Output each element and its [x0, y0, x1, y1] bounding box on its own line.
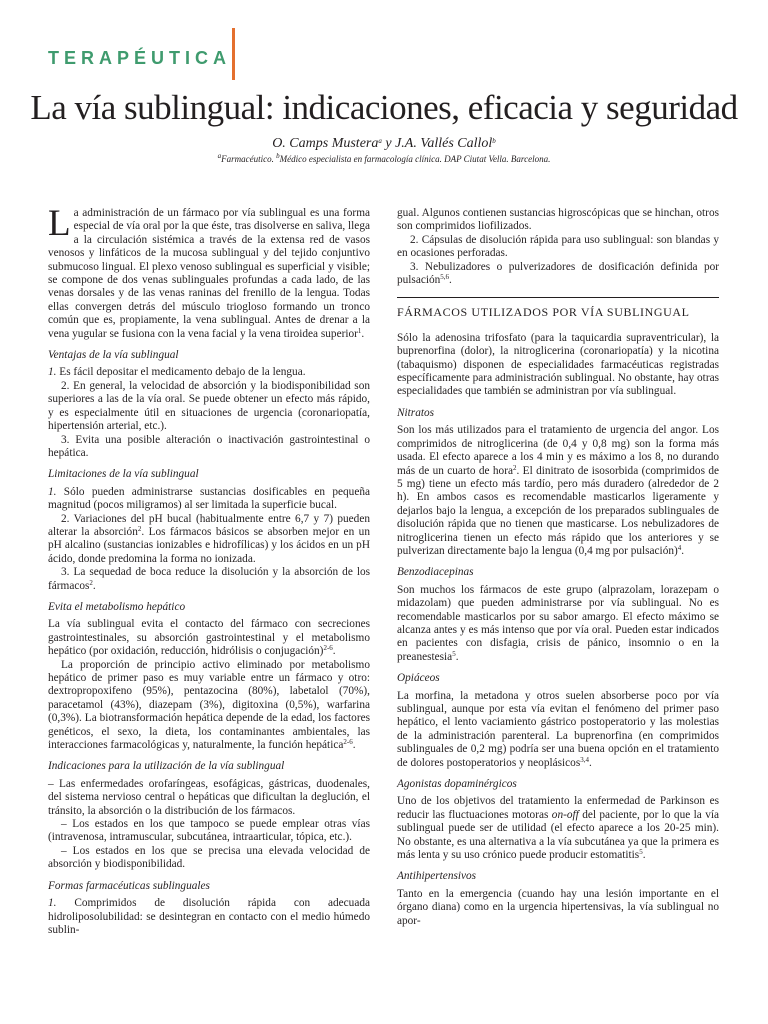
section-heading-farmacos: FÁRMACOS UTILIZADOS POR VÍA SUBLINGUAL: [397, 297, 719, 319]
intro-paragraph: La administración de un fármaco por vía sublingual es una forma especial de vía oral por la que éste, tras disolverse en saliva, llega a la circulación sistémica a través de la extensa red de vasos venosos y linfáticos de la mucosa sublingual y del tejido conjuntivo submucoso lingual. El plexo venoso sublingual es superficial y visible; se compone de dos venas sublinguales profundas a cada lado, de las venas dorsales y de las venas raninas del frenillo de la lengua. Todas ellas convergen detrás del músculo triogloso formando un tronco común que es, propiamente, la vena sublingual. Antes de drenar a la vena yugular se fusiona con la vena facial y la vena tiroidea superior$^1$.: [48, 203, 370, 340]
paragraph: La proporción de principio activo eliminado por metabolismo hepático de primer paso es muy variable entre un fármaco y otro: dextropropoxifeno (95%), pentazocina (80%), labetalol (70%), paracetamol (43%), diazepam (3%), digitoxina (0,5%), warfarina (0,3%). La biotransformación hepática depende de la edad, los factores genéticos, el sexo, la dieta, los contaminantes ambientales, las interacciones farmacológicas y, naturalmente, la función hepática$^{2-6}$.: [48, 658, 370, 752]
list-item: – Los estados en los que se precisa una elevada velocidad de absorción y biodisponibilidad.: [48, 844, 370, 871]
article-title: La vía sublingual: indicaciones, eficacia y seguridad: [30, 88, 738, 127]
paragraph: gual. Algunos contienen sustancias higroscópicas que se hinchan, otros son comprimidos liofilizados.: [397, 207, 719, 233]
section-label: TERAPÉUTICA: [48, 48, 232, 68]
subheading-antihipertensivos: Antihipertensivos: [397, 870, 477, 883]
subheading-formas: Formas farmacéuticas sublinguales: [48, 879, 210, 892]
subheading-benzodiacepinas: Benzodiacepinas: [397, 566, 474, 579]
list-item: 2. Cápsulas de disolución rápida para uso sublingual: son blandas y en ocasiones perforadas.: [397, 233, 719, 260]
drop-cap: L: [48, 203, 71, 244]
list-item: – Las enfermedades orofaríngeas, esofágicas, gástricas, duodenales, del sistema nervioso central o hepáticas que dificultan la deglución, el tránsito, la absorción o la distribución de los fármacos.: [48, 777, 370, 817]
paragraph: La morfina, la metadona y otros suelen absorberse poco por vía sublingual, aunque por esta vía evitan el fenómeno del primer paso hepático, el lento vaciamiento gástrico postoperatorio y las molestias de la administración parenteral. La buprenorfina (en comprimidos sublinguales de 0,2 mg) podría ser una buena opción en el tratamiento de dolores postoperatorios y neoplásicos$^{3,4}$.: [397, 689, 719, 769]
paragraph: La vía sublingual evita el contacto del fármaco con secreciones gastrointestinales, su absorción gastrointestinal y el metabolismo hepático (por oxidación, reducción, hidrólisis o conjugación)$^{2-6}$.: [48, 618, 370, 658]
author-2: J.A. Vallés Callol: [395, 136, 493, 151]
subheading-limitaciones: Limitaciones de la vía sublingual: [48, 468, 199, 481]
list-item: 3. Nebulizadores o pulverizadores de dosificación definida por pulsación$^{5,6}$.: [397, 260, 719, 287]
right-column: [397, 207, 719, 928]
list-item: 2. Variaciones del pH bucal (habitualmente entre 6,7 y 7) pueden alterar la absorción$^2$. Los fármacos básicos se absorben mejor en un pH alcalino (sustancias ionizables e hidrofílicas) y los ácidos en un pH ácido, donde predomina la forma no ionizada.: [48, 512, 370, 565]
subheading-ventajas: Ventajas de la vía sublingual: [48, 349, 179, 362]
paragraph: Sólo la adenosina trifosfato (para la taquicardia supraventricular), la buprenorfina (dolor), la nitroglicerina (coronariopatía) y la nicotina (tabaquismo) disponen de especialidades farmacéuticas registradas específicamente para administración sublingual. No obstante, hay otras especialidades que también se administran por vía sublingual.: [397, 331, 719, 398]
paragraph: Son muchos los fármacos de este grupo (alprazolam, lorazepam o midazolam) que pueden administrarse por vía sublingual. No es recomendable masticarlos por su sabor amargo. El efecto máximo se alcanza antes y es más intenso que por vía oral. Pueden estar indicados en pacientes con disfagia, crisis de pánico, insomnio o en la preanestesia$^5$.: [397, 583, 719, 663]
subheading-agonistas: Agonistas dopaminérgicos: [397, 778, 517, 791]
paragraph: Tanto en la emergencia (cuando hay una lesión importante en el órgano diana) como en la urgencia hipertensivas, la vía sublingual no apor-: [397, 887, 719, 927]
subheading-metabolismo: Evita el metabolismo hepático: [48, 600, 186, 613]
affiliation: $^a$Farmacéutico. $^b$Médico especialista en farmacología clínica. DAP Ciutat Vella. Barcelona.: [217, 152, 551, 164]
list-item: 1. Sólo pueden administrarse sustancias dosificables en pequeña magnitud (pocos miligramos) al ser limitada la superficie bucal.: [48, 485, 370, 512]
subheading-nitratos: Nitratos: [397, 406, 435, 419]
list-item: 1. Es fácil depositar el medicamento debajo de la lengua.: [48, 366, 306, 379]
list-item: 3. Evita una posible alteración o inactivación gastrointestinal o hepática.: [48, 433, 370, 459]
subheading-indicaciones: Indicaciones para la utilización de la vía sublingual: [48, 760, 285, 773]
list-item: 1. Comprimidos de disolución rápida con adecuada hidroliposolubilidad: se desintegran en contacto con el medio húmedo sublin-: [48, 897, 370, 936]
authors: O. Camps Mustera$^a$ y J.A. Vallés Callol$^b$: [272, 136, 496, 151]
list-item: 2. En general, la velocidad de absorción y la biodisponibilidad son superiores a las de la vía oral. Se puede obtener un efecto más rápido, y es especialmente útil en situaciones de urgencia (coronariopatía, hipertensión arterial, etc.).: [48, 379, 370, 433]
paragraph: Uno de los objetivos del tratamiento la enfermedad de Parkinson es reducir las fluctuaciones motoras on-off del paciente, por lo que la vía sublingual puede ser de utilidad (el efecto aparece a los 20-25 min). No obstante, es una alternativa a la vía subcutánea ya que la primera es más lenta y su uso crónico puede producir estomatitis$^5$.: [397, 795, 720, 862]
list-item: – Los estados en los que tampoco se puede emplear otras vías (intravenosa, intramuscular, subcutánea, intraarticular, tópica, etc.).: [48, 818, 370, 844]
paragraph: Son los más utilizados para el tratamiento de urgencia del angor. Los comprimidos de nitroglicerina (de 0,4 y 0,8 mg) son la forma más usada. El efecto aparece a los 4 min y es máximo a los 8, no durando más de un cuarto de hora$^2$. El dinitrato de isosorbida (comprimidos de 5 mg) tiene un efecto más tardío, pero más duradero (alrededor de 2 h). En ambos casos es recomendable masticarlos ligeramente y dejarlos bajo la lengua, a excepción de los preparados sublinguales de disolución rápida que no tienen que masticarse. Los nebulizadores de nitroglicerina tienen un efecto más rápido que los anteriores y se pulverizan directamente bajo la lengua (0,4 mg por pulsación)$^4$.: [397, 424, 719, 557]
author-1: O. Camps Mustera: [272, 136, 379, 151]
left-column: [48, 203, 370, 937]
section-divider: [232, 28, 235, 80]
list-item: 3. La sequedad de boca reduce la disolución y la absorción de los fármacos$^2$.: [48, 566, 370, 592]
subheading-opiaceos: Opiáceos: [397, 672, 440, 685]
